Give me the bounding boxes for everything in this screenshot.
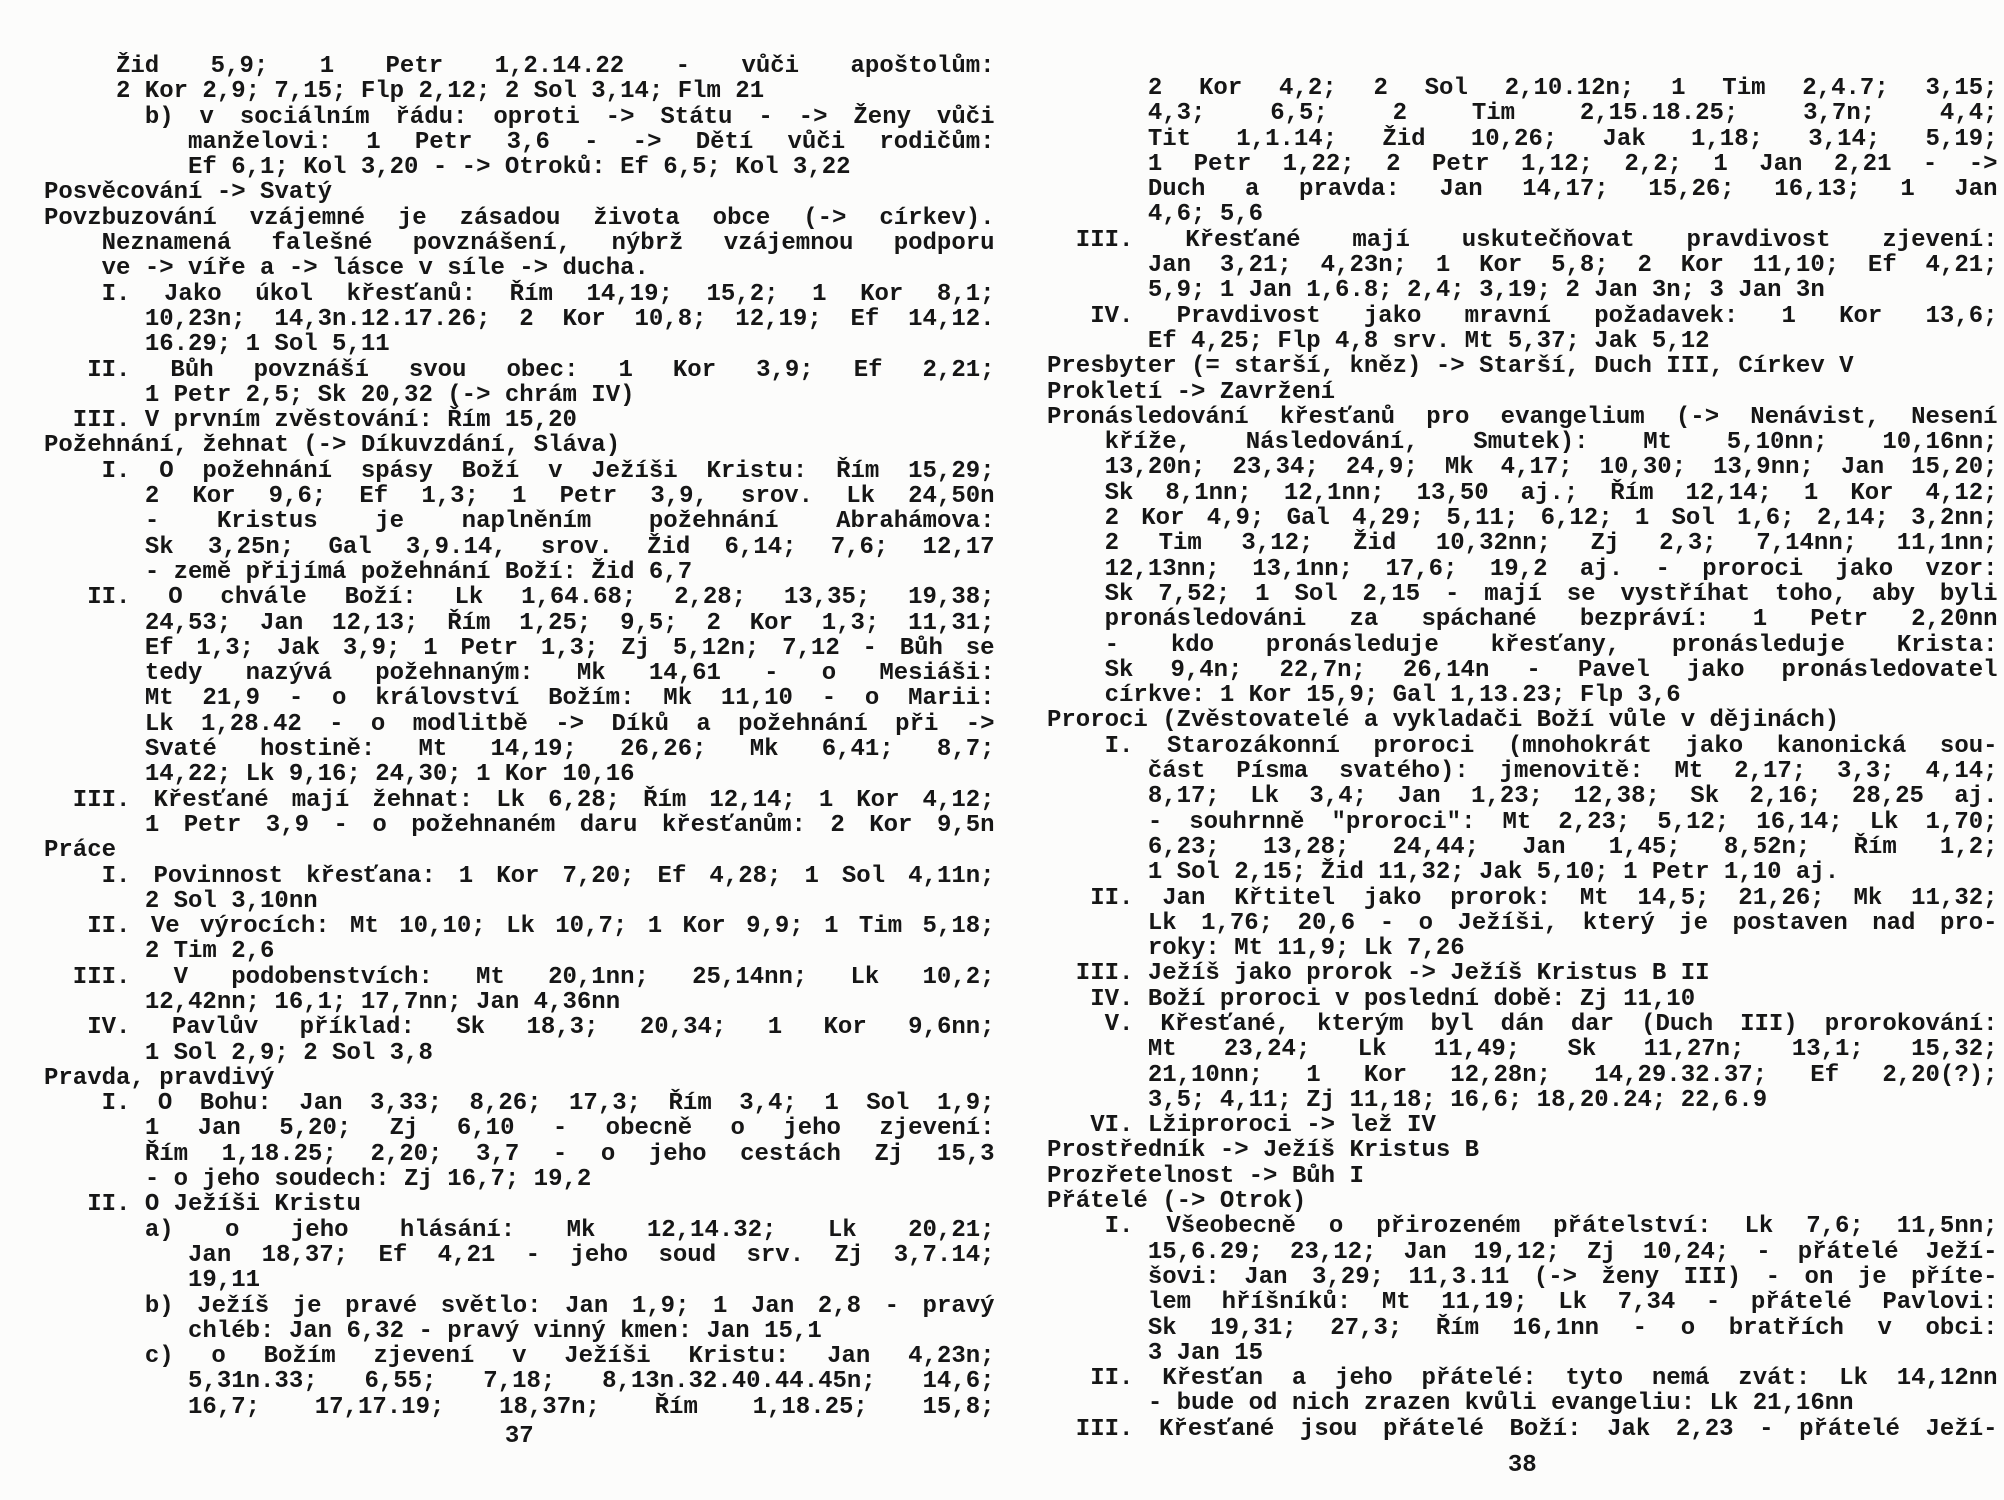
text-line: IV. Pravdivost jako mravní požadavek: 1 Kor 13,6;	[1090, 302, 1998, 330]
text-line: Sk 19,31; 27,3; Řím 16,1nn - o bratřích v obci:	[1147, 1314, 1998, 1342]
text-line: 10,23n; 14,3n.12.17.26; 2 Kor 10,8; 12,19; Ef 14,12.	[144, 305, 995, 333]
text-line: 2 Tim 2,6	[144, 938, 275, 966]
text-line: III. Křesťané jsou přátelé Boží: Jak 2,23 - přátelé Ježí-	[1075, 1415, 1998, 1443]
text-line: 14,22; Lk 9,16; 24,30; 1 Kor 10,16	[144, 761, 635, 789]
text-line: 4,6; 5,6	[1147, 201, 1264, 229]
text-line: III. V podobenstvích: Mt 20,1nn; 25,14nn; Lk 10,2;	[72, 963, 995, 991]
text-line: 2 Kor 4,2; 2 Sol 2,10.12n; 1 Tim 2,4.7; 3,15;	[1147, 75, 1998, 102]
text-line: 3 Jan 15	[1147, 1339, 1264, 1367]
text-line: Lk 1,76; 20,6 - o Ježíši, který je postaven nad pro-	[1147, 909, 1998, 937]
text-line: 12,13nn; 13,1nn; 17,6; 19,2 aj. - proroci jako vzor:	[1104, 555, 1998, 583]
text-line: 13,20n; 23,34; 24,9; Mk 4,17; 10,30; 13,9nn; Jan 15,20;	[1104, 454, 1998, 482]
text-line: 2 Tim 3,12; Žid 10,32nn; Zj 2,3; 7,14nn; 11,1nn;	[1104, 530, 1998, 558]
page-number-right: 38	[1507, 1452, 1537, 1479]
text-line: 15,6.29; 23,12; Jan 19,12; Zj 10,24; - přátelé Ježí-	[1147, 1238, 1998, 1266]
text-line: tedy nazývá požehnaným: Mk 14,61 - o Mesiáši:	[144, 660, 995, 688]
text-line: 21,10nn; 1 Kor 12,28n; 14,29.32.37; Ef 2,20(?);	[1147, 1061, 1998, 1089]
text-line: VI. Lžiproroci -> lež IV	[1090, 1112, 1436, 1140]
text-line: I. Povinnost křesťana: 1 Kor 7,20; Ef 4,28; 1 Sol 4,11n;	[101, 862, 995, 890]
text-line: Mt 21,9 - o království Božím: Mk 11,10 - o Marii:	[144, 685, 995, 713]
text-line: II. Bůh povznáší svou obec: 1 Kor 3,9; Ef 2,21;	[87, 356, 995, 384]
text-line: Mt 23,24; Lk 11,49; Sk 11,27n; 13,1; 15,32;	[1147, 1036, 1998, 1064]
text-line: Žid 5,9; 1 Petr 1,2.14.22 - vůči apoštolům:	[116, 53, 995, 80]
text-line: 6,23; 13,28; 24,44; Jan 1,45; 8,52n; Řím 1,2;	[1147, 833, 1998, 861]
text-line: Pronásledování křesťanů pro evangelium (-> Nenávist, Nesení	[1047, 403, 1998, 431]
text-line: Ef 4,25; Flp 4,8 srv. Mt 5,37; Jak 5,12	[1147, 327, 1710, 355]
text-line: II. O Ježíši Kristu	[87, 1191, 361, 1219]
text-line: 3,5; 4,11; Zj 11,18; 16,6; 18,20.24; 22,6.9	[1147, 1086, 1768, 1114]
text-line: 16,7; 17,17.19; 18,37n; Řím 1,18.25; 15,8;	[188, 1393, 995, 1421]
text-line: 1 Petr 1,22; 2 Petr 1,12; 2,2; 1 Jan 2,21 - ->	[1147, 150, 1998, 178]
text-line: Neznamená falešné povznášení, nýbrž vzájemnou podporu	[101, 230, 995, 258]
text-line: I. Starozákonní proroci (mnohokrát jako kanonická sou-	[1104, 732, 1998, 760]
text-line: 5,9; 1 Jan 1,6.8; 2,4; 3,19; 2 Jan 3n; 3 Jan 3n	[1147, 277, 1825, 305]
text-line: 24,53; Jan 12,13; Řím 1,25; 9,5; 2 Kor 1,3; 11,31;	[144, 609, 995, 637]
text-line: III. Křesťané mají uskutečňovat pravdivost zjevení:	[1075, 226, 1998, 254]
text-line: II. Ve výrocích: Mt 10,10; Lk 10,7; 1 Kor 9,9; 1 Tim 5,18;	[87, 913, 995, 941]
text-line: 1 Jan 5,20; Zj 6,10 - obecně o jeho zjevení:	[144, 1115, 995, 1143]
text-line: Duch a pravda: Jan 14,17; 15,26; 16,13; 1 Jan	[1147, 176, 1998, 204]
text-line: Svaté hostině: Mt 14,19; 26,26; Mk 6,41; 8,7;	[144, 736, 995, 764]
text-line: Požehnání, žehnat (-> Díkuvzdání, Sláva)	[44, 432, 621, 460]
text-line: Přátelé (-> Otrok)	[1047, 1188, 1307, 1216]
text-line: III. V prvním zvěstování: Řím 15,20	[72, 407, 577, 435]
text-line: IV. Pavlův příklad: Sk 18,3; 20,34; 1 Kor 9,6nn;	[87, 1014, 995, 1042]
text-line: 19,11	[188, 1267, 261, 1295]
text-line: - souhrnně "proroci": Mt 2,23; 5,12; 16,14; Lk 1,70;	[1147, 808, 1998, 836]
text-line: Lk 1,28.42 - o modlitbě -> Díků a požehnání při ->	[144, 710, 995, 738]
text-line: Sk 3,25n; Gal 3,9.14, srov. Žid 6,14; 7,6; 12,17	[144, 533, 995, 561]
text-line: I. O požehnání spásy Boží v Ježíši Kristu: Řím 15,29;	[101, 457, 995, 485]
text-line: Prostředník -> Ježíš Kristus B	[1047, 1137, 1480, 1165]
text-line: Sk 9,4n; 22,7n; 26,14n - Pavel jako pronásledovatel	[1104, 656, 1998, 684]
text-line: I. O Bohu: Jan 3,33; 8,26; 17,3; Řím 3,4; 1 Sol 1,9;	[101, 1090, 995, 1118]
text-line: šovi: Jan 3,29; 11,3.11 (-> ženy III) - on je příte-	[1147, 1263, 1998, 1291]
text-line: Sk 8,1nn; 12,1nn; 13,50 aj.; Řím 12,14; 1 Kor 4,12;	[1104, 479, 1998, 507]
text-line: a) o jeho hlásání: Mk 12,14.32; Lk 20,21;	[144, 1216, 995, 1244]
text-line: Práce	[44, 837, 117, 865]
text-line: 1 Sol 2,9; 2 Sol 3,8	[144, 1039, 433, 1067]
text-line: Posvěcování -> Svatý	[44, 179, 333, 207]
text-line: b) Ježíš je pravé světlo: Jan 1,9; 1 Jan 2,8 - pravý	[144, 1292, 995, 1320]
text-line: - bude od nich zrazen kvůli evangeliu: Lk 21,16nn	[1147, 1390, 1854, 1418]
text-line: 12,42nn; 16,1; 17,7nn; Jan 4,36nn	[144, 988, 621, 1016]
page-left-text	[44, 54, 995, 1420]
text-line: ve -> víře a -> lásce v síle -> ducha.	[101, 255, 649, 283]
text-line: Jan 3,21; 4,23n; 1 Kor 5,8; 2 Kor 11,10; Ef 4,21;	[1147, 252, 1998, 280]
text-line: Pravda, pravdivý	[44, 1064, 275, 1092]
text-line: 2 Kor 2,9; 7,15; Flp 2,12; 2 Sol 3,14; Flm 21	[116, 78, 765, 106]
page-right-text	[1047, 76, 1998, 1442]
text-line: Povzbuzování vzájemné je zásadou života obce (-> církev).	[44, 204, 995, 232]
text-line: II. Křesťan a jeho přátelé: tyto nemá zvát: Lk 14,12nn	[1090, 1365, 1998, 1393]
text-line: 16.29; 1 Sol 5,11	[144, 331, 390, 359]
page-number-left: 37	[504, 1423, 534, 1450]
text-line: - o jeho soudech: Zj 16,7; 19,2	[144, 1166, 592, 1194]
text-line: 8,17; Lk 3,4; Jan 1,23; 12,38; Sk 2,16; 28,25 aj.	[1147, 783, 1998, 811]
text-line: Tit 1,1.14; Žid 10,26; Jak 1,18; 3,14; 5,19;	[1147, 125, 1998, 153]
text-line: Proroci (Zvěstovatelé a vykladači Boží vůle v dějinách)	[1047, 707, 1840, 735]
text-line: roky: Mt 11,9; Lk 7,26	[1147, 935, 1465, 963]
text-line: církve: 1 Kor 15,9; Gal 1,13.23; Flp 3,6	[1104, 682, 1681, 710]
text-line: část Písma svatého): jmenovitě: Mt 2,17; 3,3; 4,14;	[1147, 758, 1998, 786]
text-line: Ef 1,3; Jak 3,9; 1 Petr 1,3; Zj 5,12n; 7,12 - Bůh se	[144, 634, 995, 662]
text-line: 2 Sol 3,10nn	[144, 887, 318, 915]
text-line: Presbyter (= starší, kněz) -> Starší, Duch III, Církev V	[1047, 353, 1854, 381]
text-line: 4,3; 6,5; 2 Tim 2,15.18.25; 3,7n; 4,4;	[1147, 100, 1998, 128]
text-line: V. Křesťané, kterým byl dán dar (Duch III) prorokování:	[1104, 1010, 1998, 1038]
text-line: II. O chvále Boží: Lk 1,64.68; 2,28; 13,35; 19,38;	[87, 584, 995, 612]
text-line: Prokletí -> Zavržení	[1047, 378, 1336, 406]
text-line: 1 Petr 2,5; Sk 20,32 (-> chrám IV)	[144, 381, 635, 409]
text-line: Sk 7,52; 1 Sol 2,15 - mají se vystříhat toho, aby byli	[1104, 580, 1998, 608]
text-line: - země přijímá požehnání Boží: Žid 6,7	[144, 558, 693, 586]
text-line: 1 Petr 3,9 - o požehnaném daru křesťanům: 2 Kor 9,5n	[144, 811, 995, 839]
text-line: III. Křesťané mají žehnat: Lk 6,28; Řím 12,14; 1 Kor 4,12;	[72, 786, 995, 814]
text-line: 1 Sol 2,15; Žid 11,32; Jak 5,10; 1 Petr 1,10 aj.	[1147, 859, 1840, 887]
text-line: chléb: Jan 6,32 - pravý vinný kmen: Jan 15,1	[188, 1317, 822, 1345]
text-line: kříže, Následování, Smutek): Mt 5,10nn; 10,16nn;	[1104, 429, 1998, 457]
text-line: b) v sociálním řádu: oproti -> Státu - -> Ženy vůči	[144, 103, 995, 131]
text-line: Ef 6,1; Kol 3,20 - -> Otroků: Ef 6,5; Kol 3,22	[188, 154, 851, 182]
text-line: II. Jan Křtitel jako prorok: Mt 14,5; 21,26; Mk 11,32;	[1090, 884, 1998, 912]
text-line: Jan 18,37; Ef 4,21 - jeho soud srv. Zj 3,7.14;	[188, 1241, 995, 1269]
text-line: manželovi: 1 Petr 3,6 - -> Dětí vůči rodičům:	[188, 128, 995, 156]
text-line: pronásledováni za spáchané bezpráví: 1 Petr 2,20nn	[1104, 606, 1998, 634]
text-line: - kdo pronásleduje křesťany, pronásleduje Krista:	[1104, 631, 1998, 659]
text-line: IV. Boží proroci v poslední době: Zj 11,10	[1090, 985, 1696, 1013]
text-line: Řím 1,18.25; 2,20; 3,7 - o jeho cestách Zj 15,3	[144, 1140, 995, 1168]
text-line: I. Jako úkol křesťanů: Řím 14,19; 15,2; 1 Kor 8,1;	[101, 280, 995, 308]
text-line: 2 Kor 9,6; Ef 1,3; 1 Petr 3,9, srov. Lk 24,50n	[144, 483, 995, 511]
text-line: 5,31n.33; 6,55; 7,18; 8,13n.32.40.44.45n; 14,6;	[188, 1368, 995, 1396]
text-line: lem hříšníků: Mt 11,19; Lk 7,34 - přátelé Pavlovi:	[1147, 1289, 1998, 1317]
text-line: - Kristus je naplněním požehnání Abrahámova:	[144, 508, 995, 536]
text-line: III. Ježíš jako prorok -> Ježíš Kristus B II	[1075, 960, 1710, 988]
text-line: c) o Božím zjevení v Ježíši Kristu: Jan 4,23n;	[144, 1343, 995, 1371]
text-line: Prozřetelnost -> Bůh I	[1047, 1162, 1364, 1190]
text-line: 2 Kor 4,9; Gal 4,29; 5,11; 6,12; 1 Sol 1,6; 2,14; 3,2nn;	[1104, 505, 1998, 533]
text-line: I. Všeobecně o přirozeném přátelství: Lk 7,6; 11,5nn;	[1104, 1213, 1998, 1241]
